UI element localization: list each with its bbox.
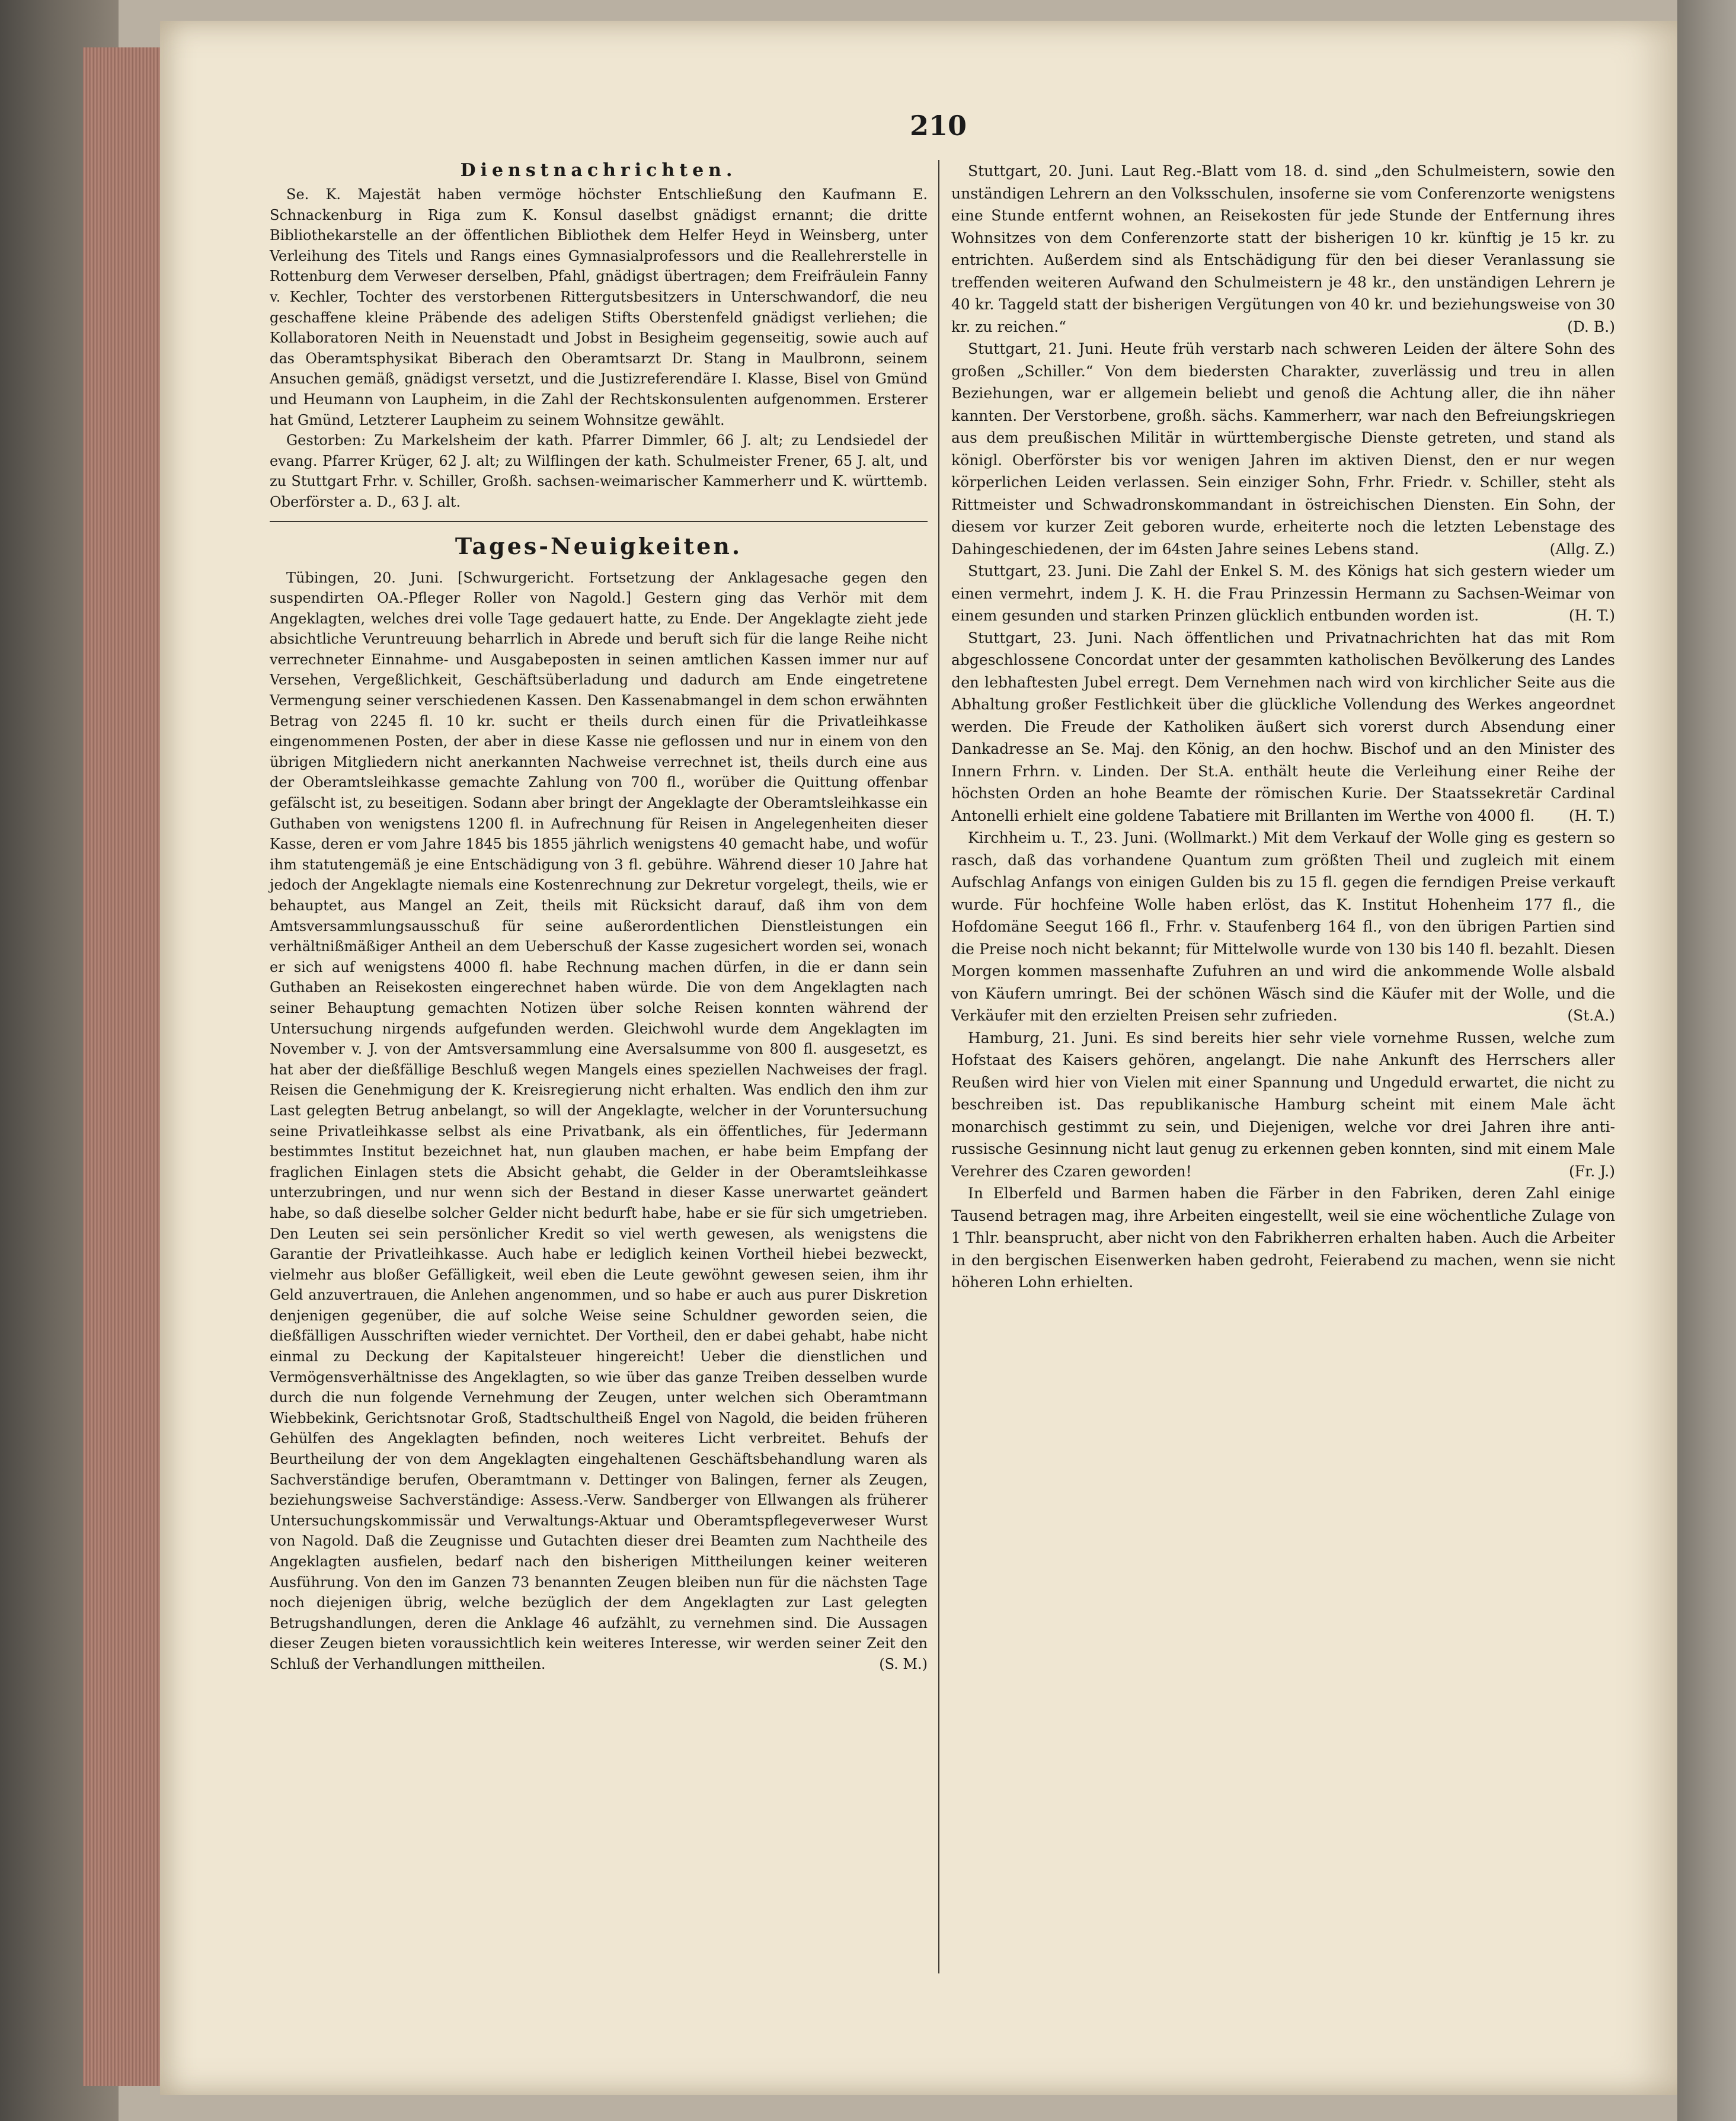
article-stuttgart-23a-text: Stuttgart, 23. Juni. Die Zahl der Enkel S. M. des Königs hat sich gestern wieder um einen vermehrt, indem J. K. H. die Frau Prinzessin Hermann zu Sachsen-Weimar von einem gesunden und starken Prinzen glücklich entbunden worden ist. bbox=[951, 562, 1615, 624]
article-tuebingen-source: (S. M.) bbox=[879, 1655, 928, 1672]
tages-neuigkeiten-heading: Tages-Neuigkeiten. bbox=[455, 532, 743, 559]
article-stuttgart-23b-source: (H. T.) bbox=[1568, 807, 1615, 824]
article-hamburg-source: (Fr. J.) bbox=[1569, 1162, 1615, 1180]
article-hamburg-text: Hamburg, 21. Juni. Es sind bereits hier sehr viele vornehme Russen, welche zum Hofstaat des Kaisers gehören, angelangt. Die nahe Ankunft des Herrschers aller Reußen wird hier von Vielen mit einer Spannung und Ungeduld erwartet, die nicht zu beschreiben ist. Das republikanische Hamburg scheint mit einem Male ächt monarchisch gestimmt zu sein, und Diejenigen, welche vor drei Jahren ihre anti-russische Gesinnung nicht laut genug zu erkennen geben konnten, sind mit einem Male Verehrer des Czaren geworden! bbox=[951, 1029, 1615, 1180]
article-hamburg bbox=[951, 1027, 1615, 1183]
article-elberfeld: In Elberfeld und Barmen haben die Färber in den Fabriken, deren Zahl einige Tausend betragen mag, ihre Arbeiten eingestellt, weil sie eine wöchentliche Zulage von 1 Thlr. beansprucht, aber nicht von den Fabrikherren erhalten haben. Auch die Arbeiter in den bergischen Eisenwerken haben gedroht, Feierabend zu machen, wenn sie nicht höheren Lohn erhielten. bbox=[951, 1185, 1615, 1291]
article-stuttgart-21 bbox=[951, 338, 1615, 560]
article-stuttgart-20-text: Stuttgart, 20. Juni. Laut Reg.-Blatt vom 18. d. sind „den Schulmeistern, sowie den unständigen Lehrern an den Volksschulen, insoferne sie vom Conferenzorte wenigstens eine Stunde entfernt wohnen, an Reisekosten für jede Stunde der Entfernung ihres Wohnsitzes von dem Conferenzorte statt der bisherigen 10 kr. künftig je 15 kr. zu entrichten. Außerdem sind als Entschädigung für den bei dieser Veranlassung sie treffenden weiteren Aufwand den Schulmeistern je 48 kr., den unständigen Lehrern je 40 kr. Taggeld statt der bisherigen Vergütungen von 40 kr. und beziehungsweise von 30 kr. zu reichen.“ bbox=[951, 162, 1615, 335]
dienst-paragraph-appointments: Se. K. Majestät haben vermöge höchster Entschließung den Kaufmann E. Schnackenburg in Riga zum K. Konsul daselbst gnädigst ernannt; die dritte Bibliothekarstelle an der öffentlichen Bibliothek dem Helfer Heyd in Weinsberg, unter Verleihung des Titels und Rangs eines Gymnasialprofessors und die Reallehrerstelle in Rottenburg dem Verweser derselben, Pfahl, gnädigst übertragen; dem Freifräulein Fanny v. Kechler, Tochter des verstorbenen Rittergutsbesitzers in Unterschwandorf, die neu geschaffene kleine Präbende des adeligen Stifts Oberstenfeld gnädigst verliehen; die Kollaboratoren Neith in Neuenstadt und Jobst in Besigheim gegenseitig, sowie auch auf das Oberamtsphysikat Biberach den Oberamtsarzt Dr. Stang in Maulbronn, seinem Ansuchen gemäß, gnädigst versetzt, und die Justizreferendäre I. Klasse, Bisel von Gmünd und Heumann von Laupheim, in die Zahl der Rechtskonsulenten aufgenommen. Ersterer hat Gmünd, Letzterer Laupheim zu seinem Wohnsitze gewählt. bbox=[270, 186, 928, 428]
article-stuttgart-23b bbox=[951, 627, 1615, 827]
dienstnachrichten-heading: Dienstnachrichten. bbox=[460, 160, 737, 181]
article-stuttgart-23a bbox=[951, 560, 1615, 627]
book-binding-right bbox=[1677, 0, 1736, 2121]
article-stuttgart-20-source: (D. B.) bbox=[1567, 318, 1615, 335]
article-kirchheim bbox=[951, 827, 1615, 1027]
dienst-paragraph-deaths: Gestorben: Zu Markelsheim der kath. Pfarrer Dimmler, 66 J. alt; zu Lendsiedel der evang. Pfarrer Krüger, 62 J. alt; zu Wilflingen der kath. Schulmeister Frener, 65 J. alt, und zu Stuttgart Frhr. v. Schiller, Großh. sachsen-weimarischer Kammerherr und K. württemb. Oberförster a. D., 63 J. alt. bbox=[270, 432, 928, 510]
page-stack-edge bbox=[83, 47, 160, 2086]
article-stuttgart-23a-source: (H. T.) bbox=[1568, 607, 1615, 624]
article-stuttgart-21-source: (Allg. Z.) bbox=[1549, 540, 1615, 558]
article-tuebingen-text: Tübingen, 20. Juni. [Schwurgericht. Fortsetzung der Anklagesache gegen den suspendirten OA.-Pfleger Roller von Nagold.] Gestern ging das Verhör mit dem Angeklagten, welches drei volle Tage gedauert hatte, zu Ende. Der Angeklagte zieht jede absichtliche Veruntreuung beharrlich in Abrede und beruft sich für die lange Reihe nicht verrechneter Einnahme- und Ausgabeposten in seinen amtlichen Kassen immer nur auf Versehen, Vergeßlichkeit, Geschäftsüberladung und dadurch am Ende eingetretene Vermengung seiner verschiedenen Kassen. Den Kassenabmangel in dem schon erwähnten Betrag von 2245 fl. 10 kr. sucht er theils durch einen für die Privatleihkasse eingenommenen Posten, der aber in diese Kasse nie geflossen und nur in einem von den übrigen Mitgliedern nicht anerkannten Nachweise verrechnet ist, theils durch eine aus der Oberamtsleihkasse gemachte Zahlung von 700 fl., worüber die Quittung offenbar gefälscht ist, zu beseitigen. Sodann aber bringt der Angeklagte der Oberamtsleihkasse ein Guthaben von wenigstens 1200 fl. in Aufrechnung für Reisen in Angelegenheiten dieser Kasse, deren er vom Jahre 1845 bis 1855 jährlich wenigstens 40 gemacht habe, und wofür ihm statutengemäß je eine Entschädigung von 3 fl. gebühre. Während dieser 10 Jahre hat jedoch der Angeklagte niemals eine Kostenrechnung zur Dekretur vorgelegt, theils, wie er behauptet, aus Mangel an Zeit, theils mit Rücksicht darauf, daß ihm von dem Amtsversammlungsausschuß für seine außerordentlichen Dienstleistungen ein verhältnißmäßiger Antheil an dem Ueberschuß der Kasse zugesichert worden sei, wonach er sich auf wenigstens 4000 fl. habe Rechnung machen dürfen, in die er dann sein Guthaben an Reisekosten eingerechnet haben würde. Die von dem Angeklagten nach seiner Behauptung gemachten Notizen über solche Reisen konnten während der Untersuchung nirgends aufgefunden werden. Gleichwohl wurde dem Angeklagten im November v. J. von der Amtsversammlung eine Aversalsumme von 800 fl. ausgesetzt, es hat aber der dießfällige Beschluß wegen Mangels eines speziellen Nachweises der fragl. Reisen die Genehmigung der K. Kreisregierung nicht erhalten. Was endlich den ihm zur Last gelegten Betrug anbelangt, so will der Angeklagte, welcher in der Voruntersuchung seine Privatleihkasse selbst als eine Privatbank, als ein öffentliches, für Jedermann bestimmtes Institut bezeichnet hat, nun glauben machen, er habe beim Empfang der fraglichen Einlagen stets die Absicht gehabt, die Gelder in der Oberamtsleihkasse unterzubringen, und nur wenn sich der Bestand in dieser Kasse unerwartet geändert habe, so daß dieselbe solcher Gelder nicht bedurft habe, habe er sie für sich umgetrieben. Den Leuten sei sein persönlicher Kredit so viel werth gewesen, als wenigstens die Garantie der Privatleihkasse. Auch habe er lediglich keinen Vortheil hiebei bezweckt, vielmehr aus bloßer Gefälligkeit, weil eben die Leute gewöhnt gewesen seien, ihm ihr Geld anzuvertrauen, die Anlehen angenommen, und so habe er auch aus purer Diskretion denjenigen gegenüber, die auf solche Weise seine Schuldner geworden seien, die dießfälligen Ausschriften wieder vernichtet. Der Vortheil, den er dabei gehabt, habe nicht einmal zu Deckung der Kapitalsteuer hingereicht! Ueber die dienstlichen und Vermögensverhältnisse des Angeklagten, so wie über das ganze Treiben desselben wurde durch die nun folgende Vernehmung der Zeugen, unter welchen sich Oberamtmann Wiebbekink, Gerichtsnotar Groß, Stadtschultheiß Engel von Nagold, die beiden früheren Gehülfen des Angeklagten befinden, noch weiteres Licht verbreitet. Behufs der Beurtheilung der von dem Angeklagten eingehaltenen Geschäftsbehandlung waren als Sachverständige berufen, Oberamtmann v. Dettinger von Balingen, ferner als Zeugen, beziehungsweise Sachverständige: Assess.-Verw. Sandberger von Ellwangen als früherer Untersuchungskommissär und Verwaltungs-Aktuar und Oberamtspflegeverweser Wurst von Nagold. Daß die Zeugnisse und Gutachten dieser drei Beamten zum Nachtheile des Angeklagten ausfielen, bedarf nach den bisherigen Mittheilungen keiner weiteren Ausführung. Von den im Ganzen 73 benannten Zeugen bleiben nun für die nächsten Tage noch diejenigen übrig, welche bezüglich der dem Angeklagten zur Last gelegten Betrugshandlungen, deren die Anklage 46 aufzählt, zu vernehmen sind. Die Aussagen dieser Zeugen bieten voraussichtlich kein weiteres Interesse, wir werden seiner Zeit den Schluß der Verhandlungen mittheilen. bbox=[270, 569, 928, 1672]
article-stuttgart-23b-text: Stuttgart, 23. Juni. Nach öffentlichen und Privatnachrichten hat das mit Rom abgeschlossene Concordat unter der gesammten katholischen Bevölkerung des Landes den lebhaftesten Jubel erregt. Dem Vernehmen nach wird von kirchlicher Seite aus die Abhaltung großer Festlichkeit über die glückliche Vollendung des Werkes angeordnet werden. Die Freude der Katholiken äußert sich vorerst durch Absendung einer Dankadresse an Se. Maj. den König, an den hochw. Bischof und an den Minister des Innern Frhrn. v. Linden. Der St.A. enthält heute die Verleihung einer Reihe der höchsten Orden an hohe Beamte der römischen Kurie. Der Staatssekretär Cardinal Antonelli erhielt eine goldene Tabatiere mit Brillanten im Werthe von 4000 fl. bbox=[951, 629, 1615, 824]
article-stuttgart-21-text: Stuttgart, 21. Juni. Heute früh verstarb nach schweren Leiden der ältere Sohn des großen „Schiller.“ Von dem biedersten Charakter, zuverlässig und treu in allen Beziehungen, war er allgemein beliebt und genoß die Achtung aller, die ihn näher kannten. Der Verstorbene, großh. sächs. Kammerherr, war nach den Befreiungskriegen aus dem preußischen Militär in württembergische Dienste getreten, und stand als königl. Oberförster bis vor wenigen Jahren im aktiven Dienst, den er nur wegen körperlichen Leiden verlassen. Sein einziger Sohn, Frhr. Friedr. v. Schiller, steht als Rittmeister und Schwadronskommandant in östreichischen Diensten. Ein Sohn, der diesem vor kurzer Zeit geboren wurde, erheiterte noch die letzten Lebenstage des Dahingeschiedenen, der im 64sten Jahre seines Lebens stand. bbox=[951, 340, 1615, 558]
article-kirchheim-text: Kirchheim u. T., 23. Juni. (Wollmarkt.) Mit dem Verkauf der Wolle ging es gestern so rasch, daß das vorhandene Quantum zum größten Theil und zugleich mit einem Aufschlag Anfangs von einigen Gulden bis zu 15 fl. gegen die ferndigen Preise verkauft wurde. Für hochfeine Wolle haben erlöst, das K. Institut Hohenheim 177 fl., die Hofdomäne Seegut 166 fl., Frhr. v. Staufenberg 164 fl., von den übrigen Partien sind die Preise noch nicht bekannt; für Mittelwolle wurde von 130 bis 140 fl. bezahlt. Diesen Morgen kommen massenhafte Zufuhren an und wird die ankommende Wolle alsbald von Käufern umringt. Bei der schönen Wäsch sind die Käufer mit der Wolle, und die Verkäufer mit den erzielten Preisen sehr zufrieden. bbox=[951, 829, 1615, 1024]
section-divider bbox=[270, 521, 928, 522]
right-column bbox=[951, 160, 1615, 1294]
article-kirchheim-source: (St.A.) bbox=[1567, 1007, 1615, 1024]
page-number: 210 bbox=[910, 110, 967, 142]
article-tuebingen bbox=[270, 568, 928, 1675]
column-divider bbox=[938, 160, 939, 1973]
article-stuttgart-20 bbox=[951, 160, 1615, 338]
left-column bbox=[270, 160, 928, 1675]
